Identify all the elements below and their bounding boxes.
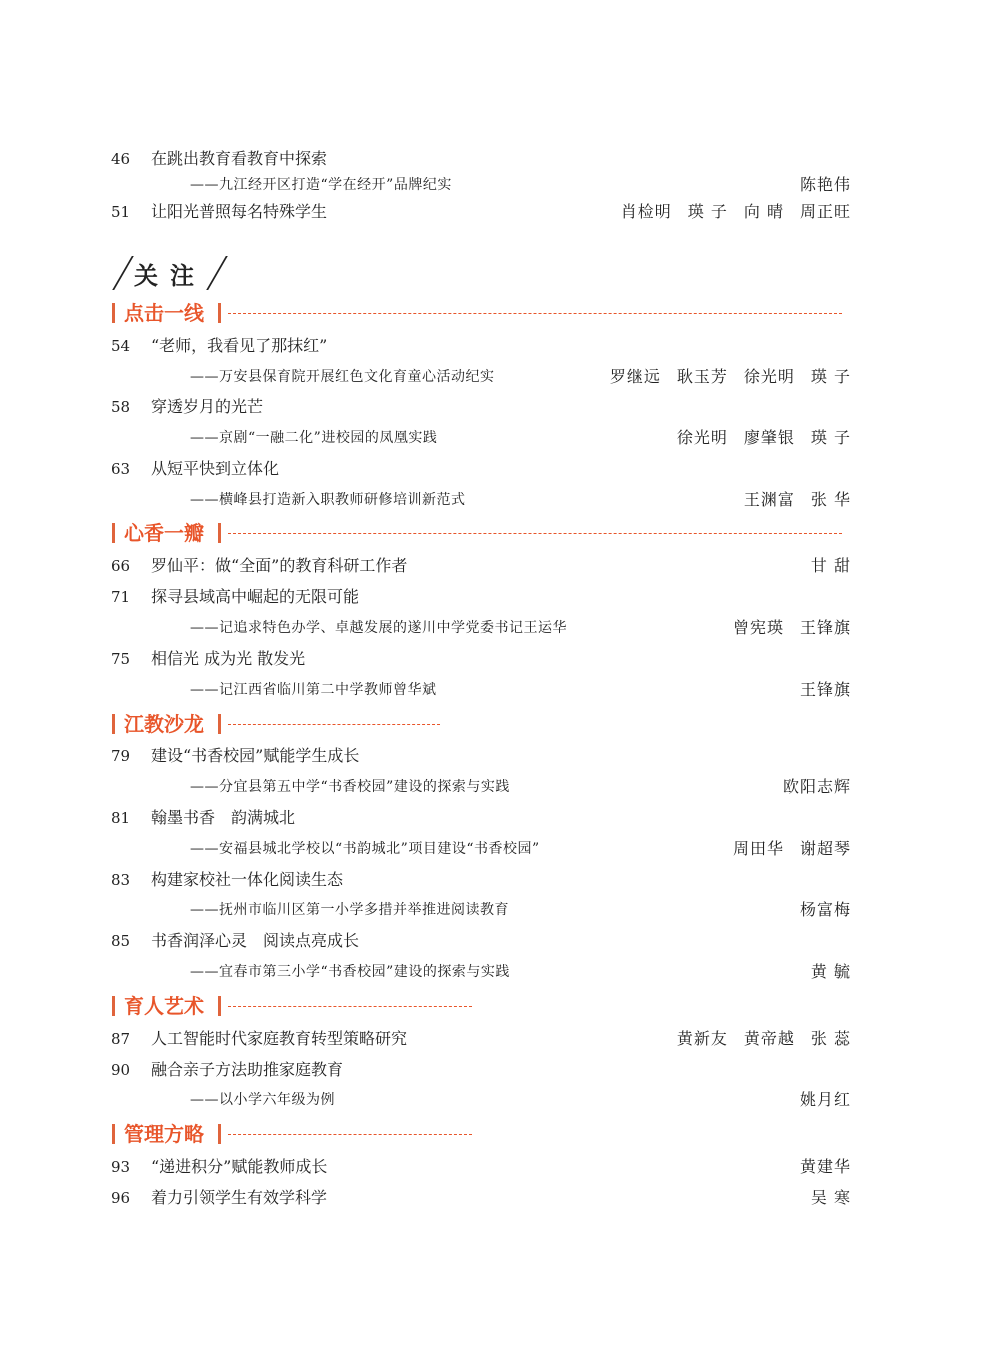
entry-title: 穿透岁月的光芒 <box>151 397 264 416</box>
entry-authors <box>795 552 851 580</box>
author: 瑛 子 <box>810 428 851 447</box>
section-header-2 <box>112 518 852 548</box>
toc-entry-51[interactable] <box>0 198 1003 226</box>
toc-entry-58-sub <box>0 424 1003 452</box>
section-bar <box>218 1124 221 1144</box>
page-number: 90 <box>111 1061 131 1079</box>
toc-entry-81[interactable] <box>0 804 1003 832</box>
entry-authors <box>784 896 851 924</box>
section-bar <box>112 996 115 1016</box>
toc-entry-85-sub <box>0 958 1003 986</box>
section-header-3 <box>112 709 852 739</box>
section-divider <box>228 724 440 725</box>
page-number: 85 <box>111 932 131 950</box>
entry-title: 人工智能时代家庭教育转型策略研究 <box>151 1029 408 1048</box>
entry-authors <box>594 363 851 391</box>
page-number: 54 <box>111 337 131 355</box>
toc-entry-81-sub <box>0 835 1003 863</box>
author: 姚月红 <box>799 1090 851 1109</box>
section-bar <box>218 303 221 323</box>
page-number: 83 <box>111 871 131 889</box>
entry-subtitle: ——万安县保育院开展红色文化育童心活动纪实 <box>190 369 495 385</box>
page-number: 71 <box>111 588 131 606</box>
entry-title: 在跳出教育看教育中探索 <box>151 149 328 168</box>
toc-entry-46-sub <box>0 171 1003 199</box>
author: 廖肇银 <box>743 428 795 447</box>
toc-entry-79-sub <box>0 773 1003 801</box>
entry-subtitle: ——分宜县第五中学“书香校园”建设的探索与实践 <box>190 779 510 795</box>
page-number: 51 <box>111 203 131 221</box>
author: 张 蕊 <box>810 1029 851 1048</box>
toc-entry-87[interactable] <box>0 1025 1003 1053</box>
toc-entry-85[interactable] <box>0 927 1003 955</box>
author: 周田华 <box>732 839 784 858</box>
section-label: 点击一线 <box>124 301 204 325</box>
section-header-1 <box>112 298 852 328</box>
author: 肖检明 <box>620 202 672 221</box>
entry-authors <box>717 835 851 863</box>
page-number: 81 <box>111 809 131 827</box>
toc-entry-71[interactable] <box>0 583 1003 611</box>
page-number: 46 <box>111 150 131 168</box>
author: 吴 寒 <box>810 1188 851 1207</box>
section-bar <box>218 523 221 543</box>
page-number: 96 <box>111 1189 131 1207</box>
author: 罗继远 <box>609 367 661 386</box>
page-number: 63 <box>111 460 131 478</box>
slash-icon <box>206 256 228 290</box>
section-bar <box>112 303 115 323</box>
section-label: 管理方略 <box>124 1122 204 1146</box>
entry-subtitle: ——抚州市临川区第一小学多措并举推进阅读教育 <box>190 902 509 918</box>
entry-title: 从短平快到立体化 <box>151 459 280 478</box>
author: 向 晴 <box>743 202 784 221</box>
author: 徐光明 <box>676 428 728 447</box>
entry-title: 罗仙平：做“全面”的教育科研工作者 <box>151 556 408 575</box>
page-number: 87 <box>111 1030 131 1048</box>
entry-authors <box>784 1086 851 1114</box>
main-section-title: 关注 <box>134 261 206 290</box>
section-header-4 <box>112 991 852 1021</box>
author: 黄建华 <box>799 1157 851 1176</box>
entry-title: “递进积分”赋能教师成长 <box>151 1157 328 1176</box>
entry-title: 融合亲子方法助推家庭教育 <box>151 1060 344 1079</box>
author: 徐光明 <box>743 367 795 386</box>
author: 周正旺 <box>799 202 851 221</box>
toc-entry-83-sub <box>0 896 1003 924</box>
entry-title: 让阳光普照每名特殊学生 <box>151 202 328 221</box>
entry-title: 书香润泽心灵 阅读点亮成长 <box>151 931 360 950</box>
entry-subtitle: ——九江经开区打造“学在经开”品牌纪实 <box>190 177 452 193</box>
toc-entry-79[interactable] <box>0 742 1003 770</box>
page-number: 66 <box>111 557 131 575</box>
slash-icon <box>112 256 134 290</box>
section-bar <box>112 1124 115 1144</box>
entry-title: “老师，我看见了那抹红” <box>151 336 328 355</box>
section-label: 心香一瓣 <box>124 521 204 545</box>
toc-entry-58[interactable] <box>0 393 1003 421</box>
section-label: 江教沙龙 <box>124 712 204 736</box>
entry-authors <box>784 171 851 199</box>
author: 曾宪瑛 <box>732 618 784 637</box>
entry-subtitle: ——横峰县打造新入职教师研修培训新范式 <box>190 492 466 508</box>
toc-entry-93[interactable] <box>0 1153 1003 1181</box>
author: 耿玉芳 <box>676 367 728 386</box>
toc-entry-83[interactable] <box>0 866 1003 894</box>
entry-authors <box>728 486 851 514</box>
section-bar <box>112 714 115 734</box>
toc-entry-66[interactable] <box>0 552 1003 580</box>
author: 瑛 子 <box>810 367 851 386</box>
section-header-5 <box>112 1119 852 1149</box>
page-number: 93 <box>111 1158 131 1176</box>
toc-entry-96[interactable] <box>0 1184 1003 1212</box>
author: 王渊富 <box>743 490 795 509</box>
author: 黄新友 <box>676 1029 728 1048</box>
author: 谢超琴 <box>799 839 851 858</box>
toc-entry-90-sub <box>0 1086 1003 1114</box>
toc-entry-75[interactable] <box>0 645 1003 673</box>
section-divider <box>228 313 842 314</box>
author: 张 华 <box>810 490 851 509</box>
toc-entry-54[interactable] <box>0 332 1003 360</box>
entry-title: 建设“书香校园”赋能学生成长 <box>151 746 360 765</box>
section-divider <box>228 533 842 534</box>
section-bar <box>218 996 221 1016</box>
entry-authors <box>784 676 851 704</box>
entry-authors <box>784 1153 851 1181</box>
page-number: 75 <box>111 650 131 668</box>
author: 黄帝越 <box>743 1029 795 1048</box>
page-number: 58 <box>111 398 131 416</box>
author: 黄 毓 <box>810 962 851 981</box>
entry-title: 翰墨书香 韵满城北 <box>151 808 296 827</box>
author: 陈艳伟 <box>799 175 851 194</box>
page-number: 79 <box>111 747 131 765</box>
section-label: 育人艺术 <box>124 994 204 1018</box>
author: 杨富梅 <box>799 900 851 919</box>
author: 王锋旗 <box>799 680 851 699</box>
entry-authors <box>795 958 851 986</box>
entry-subtitle: ——安福县城北学校以“书韵城北”项目建设“书香校园” <box>190 841 540 857</box>
entry-subtitle: ——以小学六年级为例 <box>190 1092 335 1108</box>
entry-authors <box>795 1184 851 1212</box>
author: 甘 甜 <box>810 556 851 575</box>
section-bar <box>218 714 221 734</box>
entry-authors <box>661 1025 851 1053</box>
toc-entry-63[interactable] <box>0 455 1003 483</box>
section-divider <box>228 1006 472 1007</box>
author: 王锋旗 <box>799 618 851 637</box>
entry-title: 着力引领学生有效学科学 <box>151 1188 328 1207</box>
toc-entry-46[interactable] <box>0 145 1003 173</box>
toc-entry-71-sub <box>0 614 1003 642</box>
entry-subtitle: ——记追求特色办学、卓越发展的遂川中学党委书记王运华 <box>190 620 567 636</box>
entry-subtitle: ——京剧“一融二化”进校园的凤凰实践 <box>190 430 438 446</box>
entry-subtitle: ——记江西省临川第二中学教师曾华斌 <box>190 682 437 698</box>
entry-title: 相信光 成为光 散发光 <box>151 649 306 668</box>
toc-entry-54-sub <box>0 363 1003 391</box>
entry-authors <box>661 424 851 452</box>
section-divider <box>228 1134 472 1135</box>
section-bar <box>112 523 115 543</box>
toc-entry-63-sub <box>0 486 1003 514</box>
entry-authors <box>767 773 851 801</box>
toc-entry-90[interactable] <box>0 1056 1003 1084</box>
toc-entry-75-sub <box>0 676 1003 704</box>
entry-authors <box>717 614 851 642</box>
entry-title: 探寻县域高中崛起的无限可能 <box>151 587 360 606</box>
author: 欧阳志辉 <box>782 777 851 796</box>
main-section-header <box>112 253 228 293</box>
author: 瑛 子 <box>687 202 728 221</box>
entry-authors <box>605 198 851 226</box>
entry-title: 构建家校社一体化阅读生态 <box>151 870 344 889</box>
entry-subtitle: ——宜春市第三小学“书香校园”建设的探索与实践 <box>190 964 510 980</box>
